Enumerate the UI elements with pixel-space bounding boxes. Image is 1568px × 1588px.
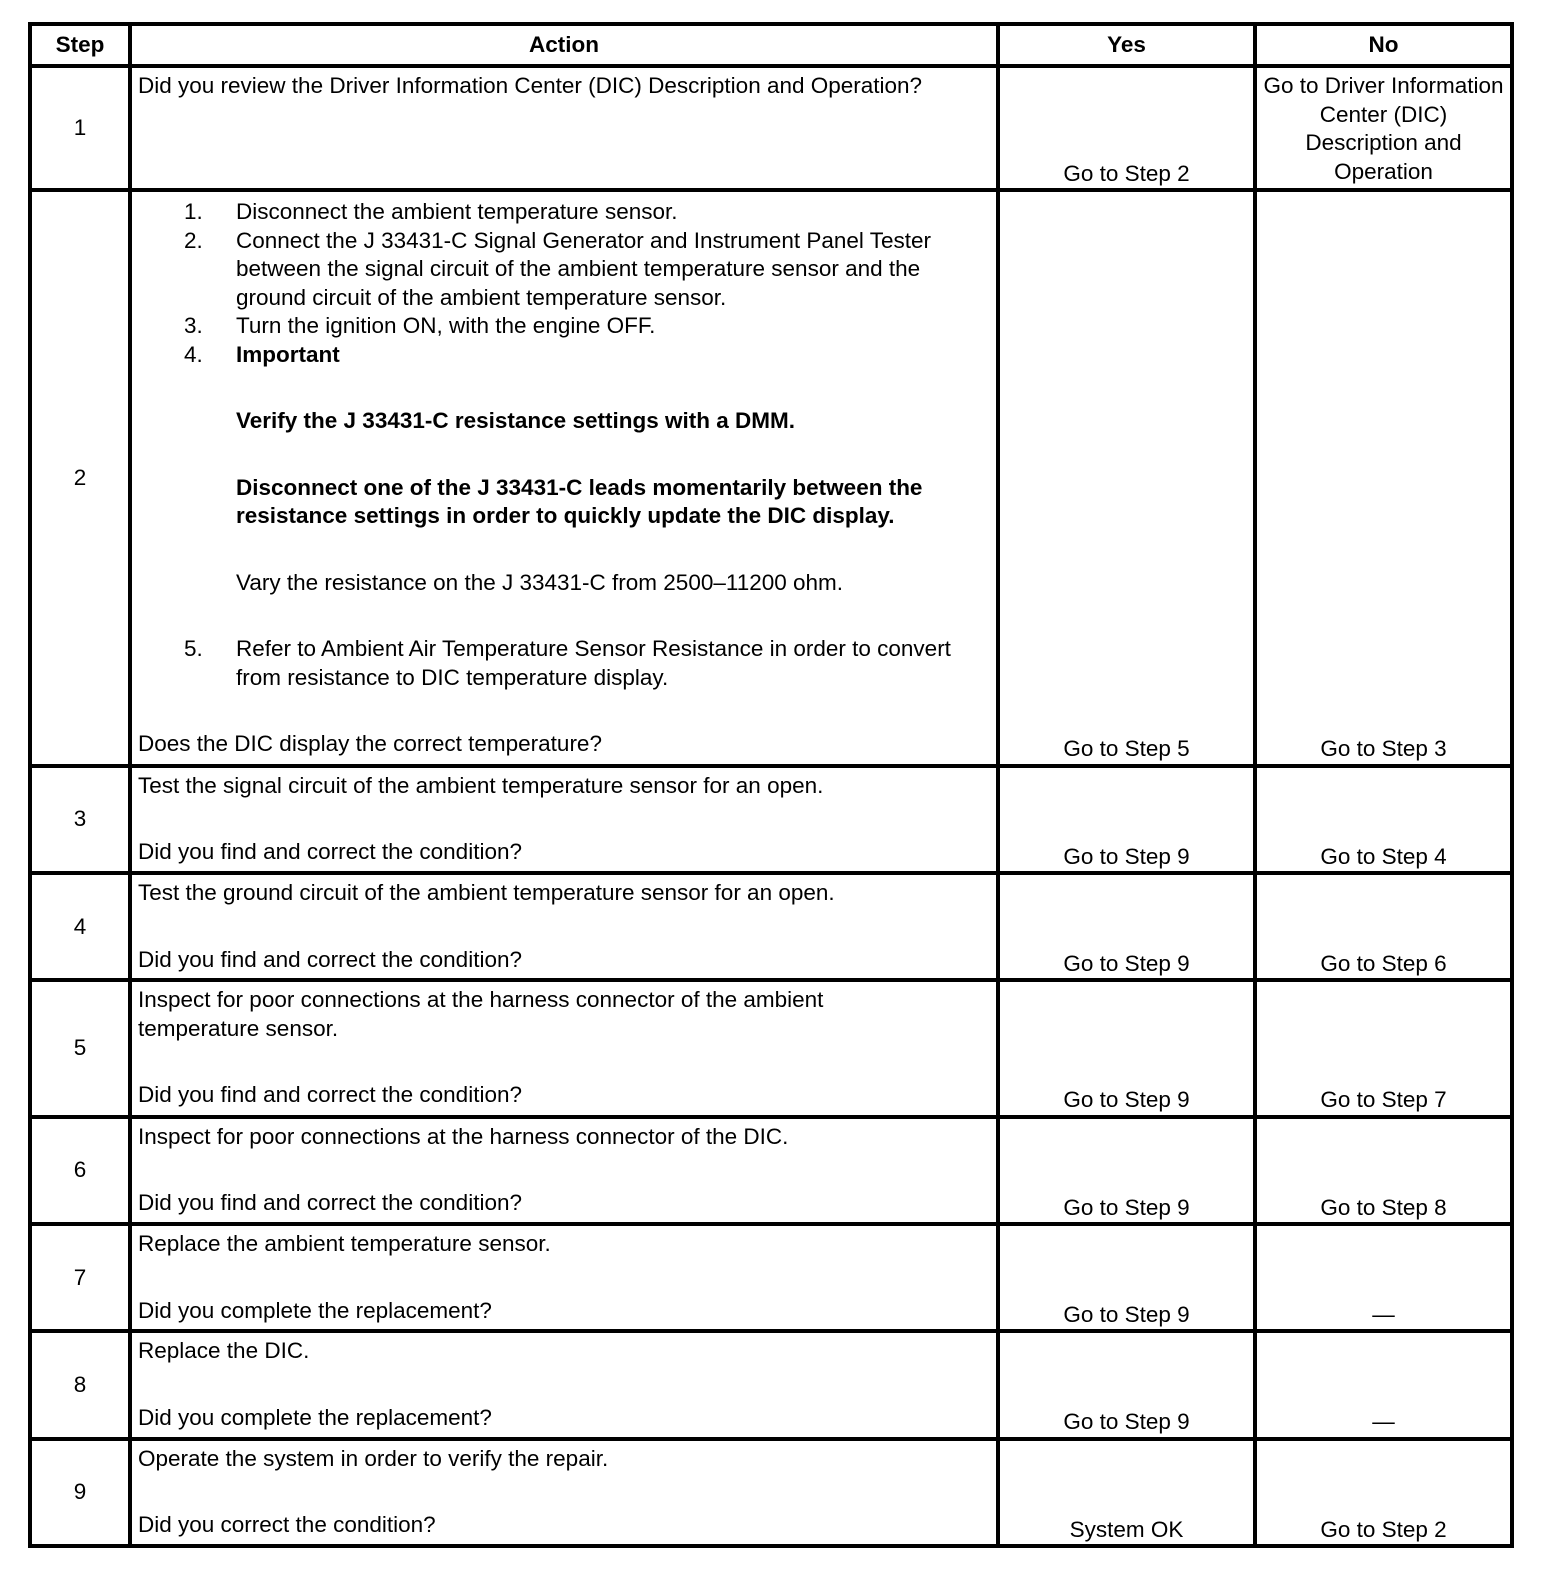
action-text: Inspect for poor connections at the harness connector of the DIC. (138, 1123, 789, 1149)
question-text: Did you complete the replacement? (138, 1404, 492, 1430)
substep-text: Connect the J 33431-C Signal Generator and Instrument Panel Tester between the signal circuit of the ambient temperature sensor and the ground circuit of the ambient temperature sensor. (236, 227, 931, 310)
table-row (30, 1224, 1512, 1331)
table-row (30, 1331, 1512, 1438)
step-number: 8 (30, 1331, 130, 1438)
important-note: Disconnect one of the J 33431-C leads momentarily between the resistance settings in order to quickly update the DIC display. (236, 474, 923, 529)
table-row (30, 766, 1512, 873)
yes-cell: Go to Step 9 (998, 1224, 1255, 1331)
substep (184, 312, 990, 341)
step-number: 7 (30, 1224, 130, 1331)
yes-cell: Go to Step 9 (998, 873, 1255, 980)
step-number: 2 (30, 190, 130, 766)
step-number: 1 (30, 66, 130, 190)
action-cell (130, 873, 998, 980)
no-cell: Go to Driver Information Center (DIC) Description and Operation (1255, 66, 1512, 190)
action-text: Test the ground circuit of the ambient temperature sensor for an open. (138, 880, 835, 906)
no-cell: — (1255, 1224, 1512, 1331)
step-number: 5 (30, 980, 130, 1116)
step-number: 3 (30, 766, 130, 873)
no-cell: Go to Step 3 (1255, 190, 1512, 766)
yes-cell: Go to Step 9 (998, 766, 1255, 873)
action-text: Replace the DIC. (138, 1338, 310, 1364)
yes-cell: Go to Step 5 (998, 190, 1255, 766)
yes-cell: Go to Step 2 (998, 66, 1255, 190)
substep (184, 198, 990, 227)
substep (184, 341, 990, 370)
substep-number: 5. (184, 636, 203, 662)
no-cell: Go to Step 4 (1255, 766, 1512, 873)
table-row (30, 190, 1512, 766)
action-cell (130, 1439, 998, 1546)
substep-text: Disconnect the ambient temperature sensor. (236, 199, 678, 225)
table-row (30, 1117, 1512, 1224)
table-row (30, 1439, 1512, 1546)
table-row (30, 66, 1512, 190)
important-note: Verify the J 33431-C resistance settings with a DMM. (236, 408, 795, 434)
table-row (30, 980, 1512, 1116)
yes-cell: System OK (998, 1439, 1255, 1546)
header-no: No (1255, 24, 1512, 66)
action-text: Operate the system in order to verify the repair. (138, 1445, 609, 1471)
question-text: Did you find and correct the condition? (138, 1082, 522, 1108)
action-cell (130, 1117, 998, 1224)
action-cell (130, 190, 998, 766)
header-yes: Yes (998, 24, 1255, 66)
step-number: 4 (30, 873, 130, 980)
no-cell: Go to Step 6 (1255, 873, 1512, 980)
header-step: Step (30, 24, 130, 66)
table-row (30, 873, 1512, 980)
substep-number: 3. (184, 313, 203, 339)
question-text: Did you find and correct the condition? (138, 839, 522, 865)
yes-cell: Go to Step 9 (998, 1117, 1255, 1224)
substep (184, 227, 990, 313)
important-heading: Important (236, 341, 340, 367)
question-text: Did you find and correct the condition? (138, 1190, 522, 1216)
question-text: Did you correct the condition? (138, 1512, 436, 1538)
yes-cell: Go to Step 9 (998, 980, 1255, 1116)
no-cell: Go to Step 7 (1255, 980, 1512, 1116)
substep-number: 1. (184, 199, 203, 225)
action-cell (130, 766, 998, 873)
substep-number: 4. (184, 341, 203, 367)
action-text: Inspect for poor connections at the harness connector of the ambient temperature sensor. (138, 987, 824, 1041)
action-text: Test the signal circuit of the ambient temperature sensor for an open. (138, 772, 824, 798)
question-text: Did you find and correct the condition? (138, 946, 522, 972)
action-cell (130, 980, 998, 1116)
no-cell: — (1255, 1331, 1512, 1438)
step-number: 9 (30, 1439, 130, 1546)
substep (184, 635, 990, 692)
action-cell (130, 1331, 998, 1438)
question-text: Did you complete the replacement? (138, 1297, 492, 1323)
substep-text: Turn the ignition ON, with the engine OFF. (236, 313, 656, 339)
no-cell: Go to Step 2 (1255, 1439, 1512, 1546)
substep-number: 2. (184, 227, 203, 253)
substep-text: Refer to Ambient Air Temperature Sensor Resistance in order to convert from resistance to DIC temperature display. (236, 636, 951, 690)
no-cell: Go to Step 8 (1255, 1117, 1512, 1224)
action-cell (130, 1224, 998, 1331)
vary-instruction: Vary the resistance on the J 33431-C from 2500–11200 ohm. (236, 569, 844, 595)
header-action: Action (130, 24, 998, 66)
action-text: Replace the ambient temperature sensor. (138, 1231, 551, 1257)
header-row (30, 24, 1512, 66)
diagnostic-table (28, 22, 1514, 1548)
yes-cell: Go to Step 9 (998, 1331, 1255, 1438)
question-text: Does the DIC display the correct temperature? (138, 731, 602, 757)
action-cell: Did you review the Driver Information Center (DIC) Description and Operation? (130, 66, 998, 190)
step-number: 6 (30, 1117, 130, 1224)
